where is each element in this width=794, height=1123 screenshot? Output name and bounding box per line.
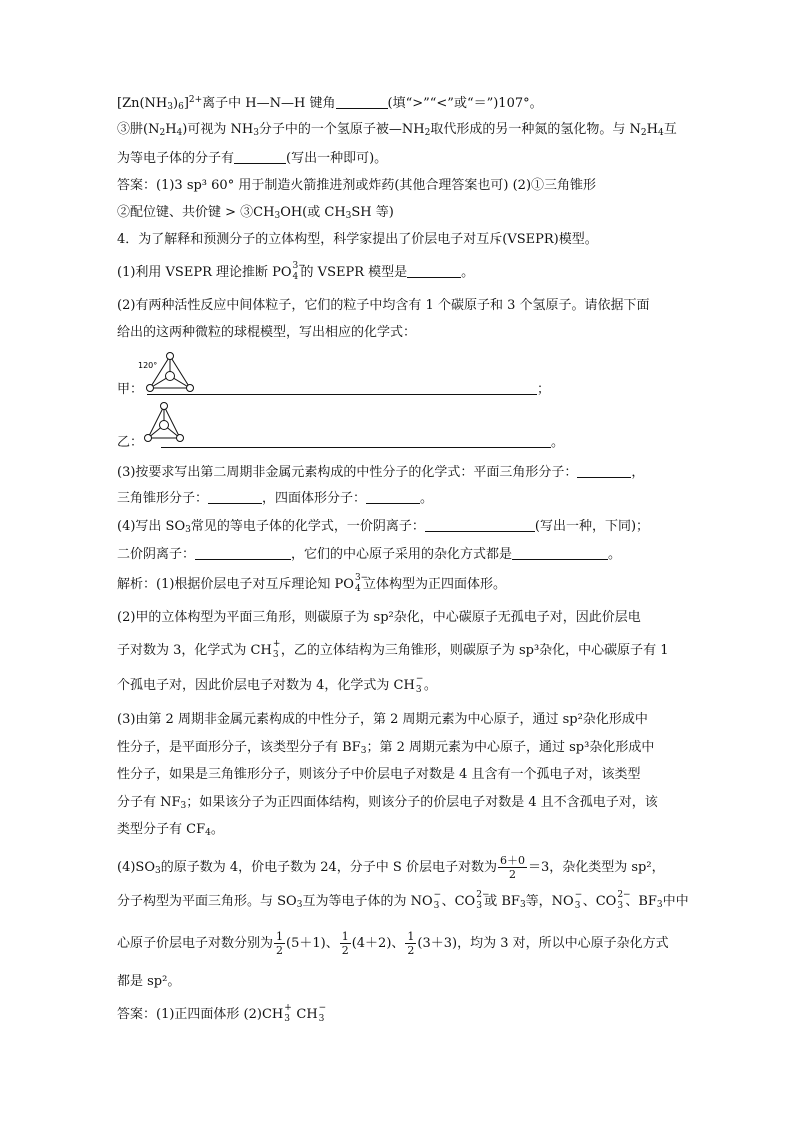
answer-blank[interactable] <box>407 263 461 278</box>
q4-part-3-line-1: (3)按要求写出第二周期非金属元素构成的中性分子的化学式：平面三角形分子： ， <box>117 465 645 480</box>
q3-answer-line-1: 答案：(1)3 sp³ 60° 用于制造火箭推进剂或炸药(其他合理答案也可) (2)①三角锥形 <box>117 178 597 193</box>
q4-yi-line: 乙： 。 <box>117 435 565 450</box>
fraction-half: $\frac{1}{2}$ <box>341 930 349 957</box>
analysis-part-4-line-1: $(4)SO_3$的原子数为 4，价电子数为 24，分子中 S 价层电子对数为 $\frac{6+0}{2}$ ＝3，杂化类型为 sp²， <box>117 854 665 881</box>
analysis-part-3-line-4: 分子有 $NF_3$；如果该分子为正四面体结构，则该分子的价层电子对数是 4 且不含孤电子对，该 <box>117 795 658 811</box>
analysis-part-3-line-5: 类型分子有 $CF_4$。 <box>117 822 224 838</box>
q3-line-1: $[Zn(NH_3)_6]^{2+}$离子中 H—N—H 键角 (填“>”“<”或“＝”)107°。 <box>117 95 543 112</box>
answer-blank[interactable] <box>336 94 388 109</box>
q4-part-1: (1)利用 VSEPR 理论推断 PO 3− 4 的 VSEPR 模型是 。 <box>117 261 475 282</box>
answer-blank[interactable] <box>425 517 535 532</box>
analysis-part-3-line-2: 性分子，是平面形分子，该类型分子有 $BF_3$；第 2 周期元素为中心原子，通过 sp³杂化形成中 <box>117 740 655 756</box>
fraction-half: $\frac{1}{2}$ <box>407 930 415 957</box>
answer-blank[interactable] <box>234 149 286 164</box>
analysis-part-4-line-3: 心原子价层电子对数分别为 $\frac{1}{2}$ (5＋1)、 $\frac{1}{2}$ (4＋2)、 $\frac{1}{2}$ (3＋3)，均为 3 对，所以中心原子杂化方式 <box>117 930 669 957</box>
q4-part-4-line-2: 二价阴离子： ，它们的中心原子采用的杂化方式都是 。 <box>117 547 622 562</box>
analysis-part-3-line-3: 性分子，如果是三角锥形分子，则该分子中价层电子对数是 4 且含有一个孤电子对，该类型 <box>117 767 641 782</box>
q3-answer-line-2: ②配位键、共价键 > $③CH_3OH$(或 $CH_3SH$ 等) <box>117 205 394 221</box>
answer-blank[interactable] <box>195 545 291 560</box>
analysis-part-4-line-4: 都是 sp²。 <box>117 974 181 989</box>
fraction-half: $\frac{1}{2}$ <box>276 930 284 957</box>
q4-part-3-line-2: 三角锥形分子： ，四面体形分子： 。 <box>117 491 434 506</box>
answer-blank-jia[interactable] <box>147 380 537 395</box>
answer-blank[interactable] <box>208 489 262 504</box>
answer-blank-yi[interactable] <box>161 433 551 448</box>
analysis-part-2-line-2: 子对数为 3，化学式为 CH + 3 ，乙的立体结构为三角锥形，则碳原子为 sp³杂化，中心碳原子有 1 <box>117 639 669 660</box>
fraction: $\frac{6+0}{2}$ <box>499 854 525 881</box>
q4-part-4-line-1: (4)写出 $SO_3$常见的等电子体的化学式，一价阴离子： (写出一种，下同)； <box>117 519 650 535</box>
analysis-part-2-line-3: 个孤电子对，因此价层电子对数为 4，化学式为 CH − 3 。 <box>117 674 437 695</box>
answer-blank[interactable] <box>577 463 631 478</box>
angle-label: 120° <box>138 361 158 370</box>
analysis-part-1: 解析：(1)根据价层电子对互斥理论知 PO 3− 4 立体构型为正四面体形。 <box>117 573 506 594</box>
analysis-part-3-line-1: (3)由第 2 周期非金属元素构成的中性分子，第 2 周期元素为中心原子，通过 sp²杂化形成中 <box>117 712 648 727</box>
final-answer-line: 答案：(1)正四面体形 (2)CH + 3 CH − 3 <box>117 1003 327 1024</box>
answer-blank[interactable] <box>512 545 608 560</box>
answer-blank[interactable] <box>366 489 420 504</box>
q4-part-2-line-2: 给出的这两种微粒的球棍模型，写出相应的化学式： <box>117 325 417 340</box>
q3-line-2: ③肼$(N_2H_4)$可视为 $NH_3$分子中的一个氢原子被$—NH_2$取代形成的另一种氮的氢化物。与 $N_2H_4$互 <box>117 122 677 138</box>
q4-jia-line: 甲： ； <box>117 382 551 397</box>
q4-part-2-line-1: (2)有两种活性反应中间体粒子，它们的粒子中均含有 1 个碳原子和 3 个氢原子。请依据下面 <box>117 298 650 313</box>
q4-stem: 4．为了解释和预测分子的立体构型，科学家提出了价层电子对互斥(VSEPR)模型。 <box>117 232 598 247</box>
analysis-part-2-line-1: (2)甲的立体构型为平面三角形，则碳原子为 sp²杂化，中心碳原子无孤电子对，因此价层电 <box>117 610 641 625</box>
analysis-part-4-line-2: 分子构型为平面三角形。与 $SO_3$互为等电子体的为 NO − 3 、CO 2− 3 或 $BF_3$等，NO − 3 、CO 2− 3 、$BF_3$中中 <box>117 890 689 911</box>
q3-line-3: 为等电子体的分子有 (写出一种即可)。 <box>117 151 388 166</box>
